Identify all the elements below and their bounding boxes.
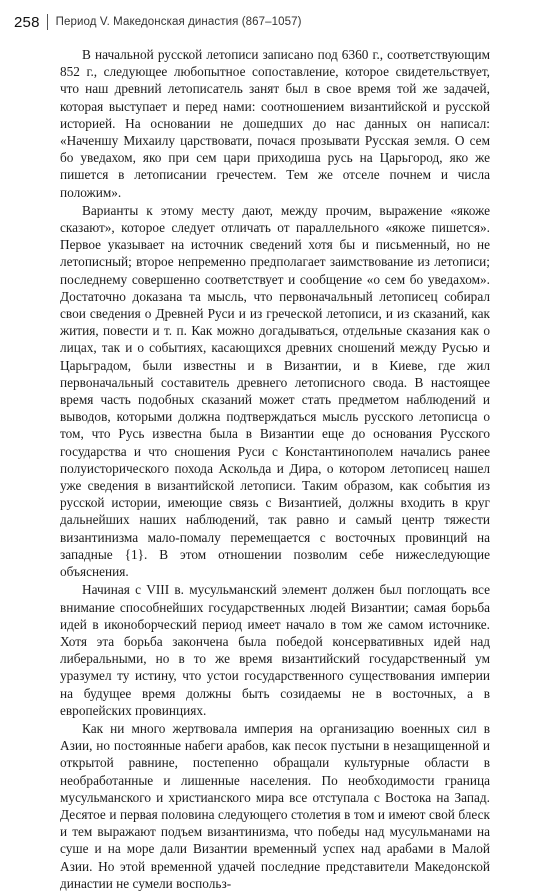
paragraph: В начальной русской летописи записано под 6360 г., соответствующим 852 г., следующее любопытное сопоставление, которое свидетельствует, что наш древний летописатель занят был в свое время той же задачей, которая выступает и перед нами: соотношением византийской и русской историей. На основании не дошедших до нас данных он написал: «Наченшу Михаилу царствовати, почася прозывати Русская земля. О сем бо уведахом, яко при сем цари приходиша русь на Царьгород, яко же пишется в летописании гречестем. Тем же отселе почнем и числа положим». <box>60 47 490 200</box>
body-text <box>60 46 490 892</box>
page-header <box>14 12 302 32</box>
page-number: 258 <box>14 13 40 31</box>
paragraph: Как ни много жертвовала империя на организацию военных сил в Азии, но постоянные набеги арабов, как песок пустыни в незащищенной и открытой равнине, постепенно обращали культурные области в необработанные и лишенные населения. По необходимости граница мусульманского и христианского мира все отступала с Востока на Запад. Десятое и первая половина следующего столетия в том и имеют свой блеск и тем выражают подъем византинизма, что победы над мусульманами на суше и на море дали Византии временный успех над арабами в Малой Азии. Но этой временной удачей последние представители Македонской династии не сумели воспольз- <box>60 720 490 891</box>
paragraph: Начиная с VIII в. мусульманский элемент должен был поглощать все внимание способнейших государственных людей Византии; самая борьба идей в иконоборческий период имеет начало в том же самом источнике. Хотя эта борьба закончена была победой консервативных идей над либеральными, но в то же время византийский государственный ум уразумел ту истину, что устои государственного существования империи на будущее время должны быть созидаемы не в восточных, а в европейских провинциях. <box>60 582 490 718</box>
header-divider <box>47 14 48 30</box>
paragraph: Варианты к этому месту дают, между прочим, выражение «якоже сказают», которое следует отличать от параллельного «якоже пишется». Первое указывает на источник сведений хотя бы и письменный, но не летописный; второе непременно предполагает заимствование из летописи; последнему совершенно соответствует и сообщение «о сем бо уведахом». Достаточно доказана та мысль, что первоначальный летописец собирал свои сведения о Древней Руси и из греческой летописи, и из сказаний, как жития, повести и т. п. Как можно догадываться, отдельные сказания как о лицах, так и о событиях, касающихся древних сношений между Русью и Царьградом, были известны и в Византии, и в Киеве, где жил первоначальный составитель древнего летописного свода. В настоящее время часть подобных сказаний может стать предметом наблюдений и выводов, которыми должна подтверждаться мысль русского летописца о том, что Русь известна была в Византии еще до основания Русского государства и что сношения Руси с Константинополем начались ранее полуисторического похода Аскольда и Дира, о котором летописец нашел уже сведения в византийской летописи. Таким образом, как события из русской истории, имеющие связь с Византией, должны входить в круг дальнейших наших наблюдений, так равно и самый центр тяжести византинизма мало-помалу перемещается с восточных провинций на западные {1}. В этом отношении позволим себе нижеследующие объяснения. <box>60 202 490 580</box>
running-head: Период V. Македонская династия (867–1057) <box>55 16 302 28</box>
